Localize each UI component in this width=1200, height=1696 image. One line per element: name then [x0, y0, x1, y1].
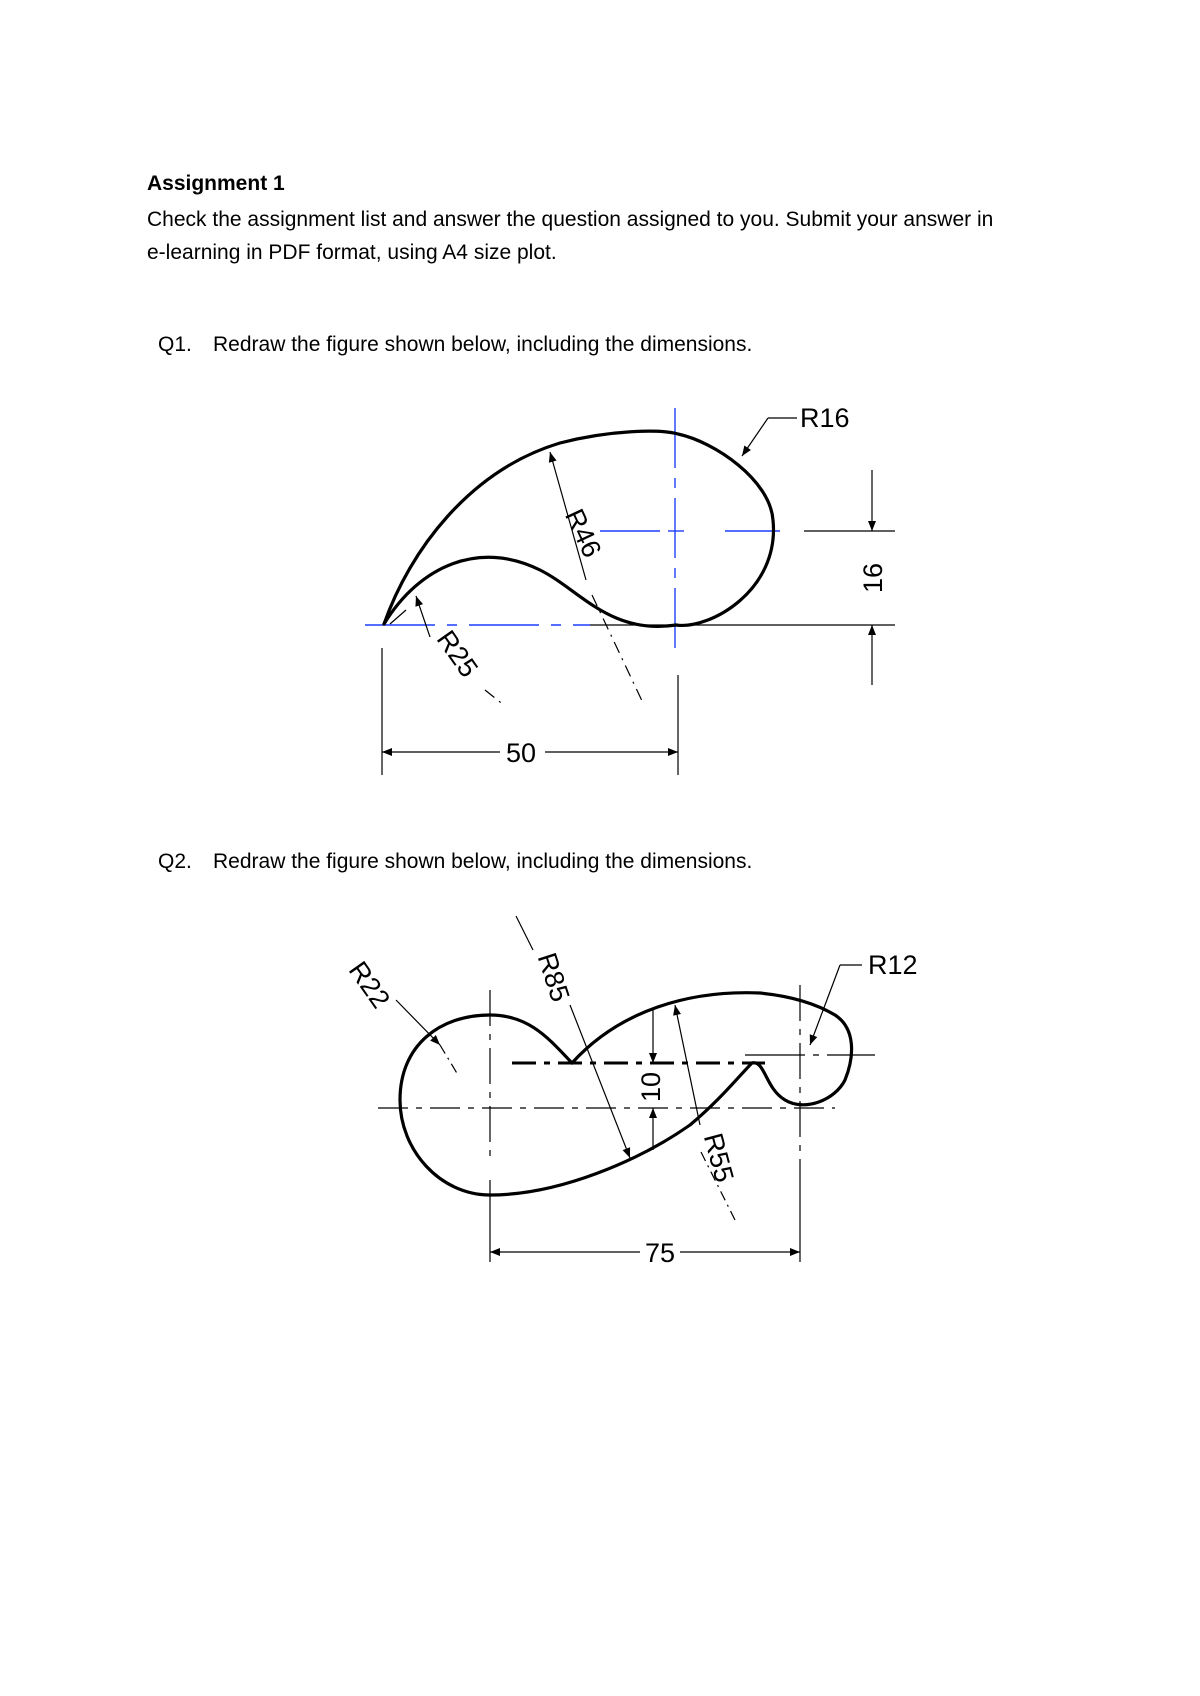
label-r12: R12: [868, 950, 918, 980]
label-10: 10: [636, 1071, 666, 1103]
question-2-text: Redraw the figure shown below, including the dimensions.: [213, 850, 753, 873]
question-2-number: Q2.: [158, 850, 192, 873]
label-r25: R25: [430, 624, 484, 683]
instructions-line-2: e-learning in PDF format, using A4 size plot.: [147, 241, 557, 264]
question-1-number: Q1.: [158, 333, 192, 356]
figure-1-dimension-lines: [382, 418, 895, 775]
label-r85: R85: [531, 949, 576, 1006]
label-50: 50: [505, 738, 537, 768]
label-r16: R16: [800, 403, 850, 433]
label-75: 75: [644, 1238, 676, 1268]
figure-2-center-lines: [378, 985, 875, 1180]
instructions-line-1: Check the assignment list and answer the question assigned to you. Submit your answer in: [147, 208, 994, 231]
label-r22: R22: [342, 955, 396, 1014]
figure-2-outline: [400, 993, 852, 1195]
label-r55: R55: [697, 1129, 740, 1186]
figure-2-dimension-lines: [396, 916, 862, 1262]
assignment-title: Assignment 1: [147, 172, 285, 195]
figure-1: [365, 403, 895, 775]
figure-2-dimension-labels: [343, 949, 918, 1268]
label-16: 16: [858, 562, 888, 594]
figure-2: [343, 916, 918, 1268]
question-1-text: Redraw the figure shown below, including the dimensions.: [213, 333, 753, 356]
label-r46: R46: [559, 504, 608, 562]
figure-1-dimension-labels: [431, 403, 888, 768]
